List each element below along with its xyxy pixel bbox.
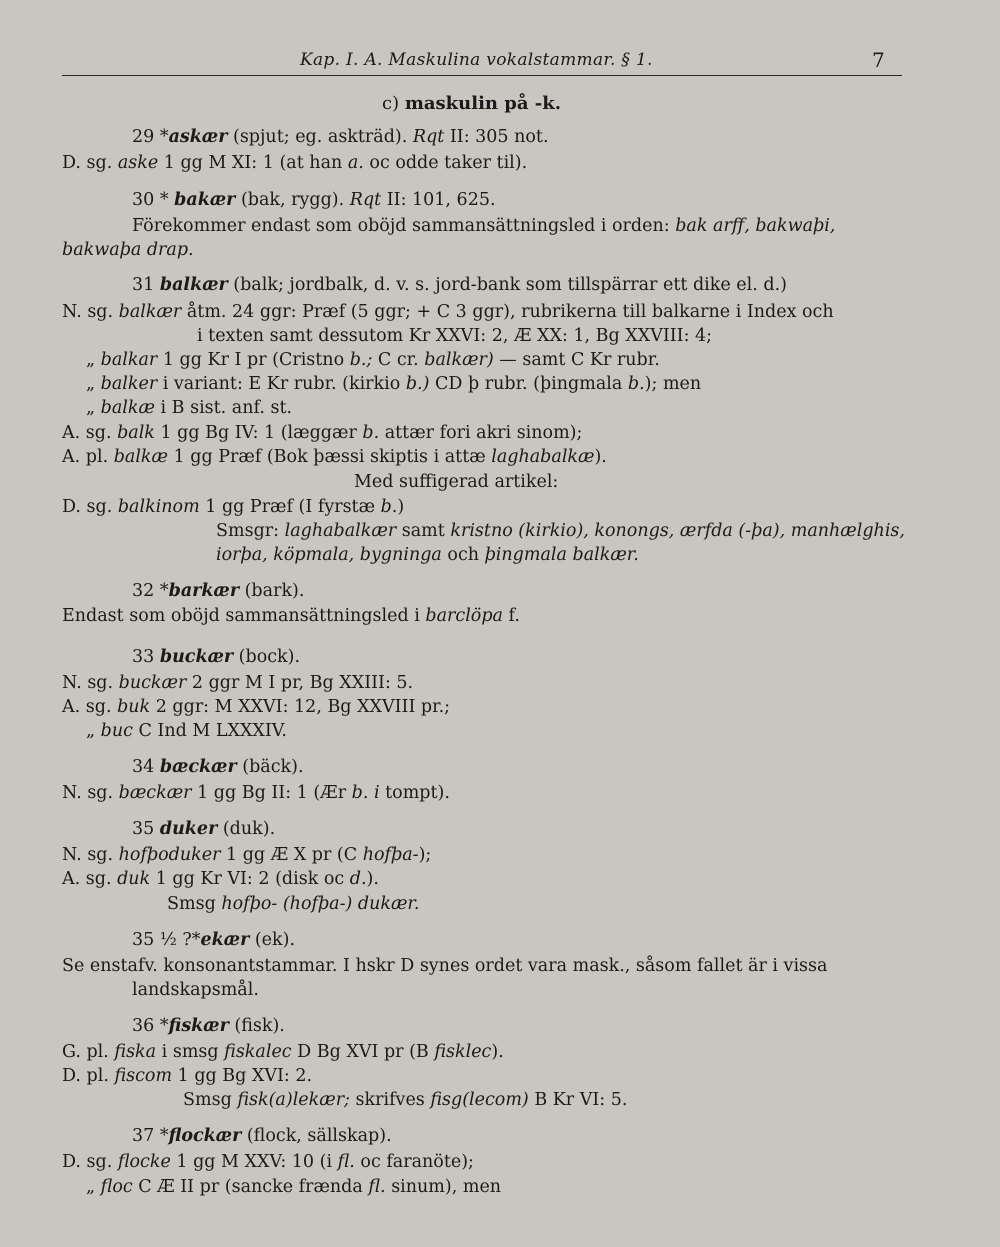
italic-form: b.; [349,350,373,370]
text-run: ). [594,447,607,467]
text-run: C Ind M LXXXIV. [132,721,287,741]
text-line [62,1065,312,1087]
text-run: C cr. [372,350,425,370]
text-line [132,818,275,840]
text-run: 1 gg Bg IV: 1 (læggær [154,423,363,443]
text-run: i smsg [156,1042,225,1062]
text-line [86,349,660,371]
text-run: (balk; jordbalk, d. v. s. jord-bank som tillspärrar ett dike el. d.) [227,275,787,295]
text-run: 2 ggr M I pr, Bg XXIII: 5. [186,673,414,693]
headword: balkær [159,275,228,295]
text-run: attær fori akri sinom); [379,423,583,443]
text-run: Se enstafv. konsonantstammar. I hskr D synes ordet vara mask., såsom fallet är i vissa [62,956,828,976]
text-line [62,605,520,627]
text-run: (fisk). [228,1016,285,1036]
text-run: (duk). [217,819,276,839]
headword: bæckær [159,757,237,777]
text-run: oc odde taker til). [363,153,528,173]
text-line [62,301,834,323]
text-line [216,520,905,542]
text-line [86,1176,501,1198]
text-run: II: 305 not. [444,127,549,147]
text-run: 1 gg Præf (Bok þæssi skiptis i attæ [168,447,492,467]
text-line [183,1089,627,1111]
text-run: D Bg XVI pr (B [291,1042,435,1062]
text-run: 35 ½ ?* [132,930,201,950]
italic-form: laghabalkæ [491,447,595,467]
text-run: „ [86,721,101,741]
text-line [62,446,607,468]
text-run: D. sg. [62,497,118,517]
text-line [62,782,450,804]
italic-form: hofþo- (hofþa-) dukær. [221,894,420,914]
text-run: och [441,545,485,565]
text-run: D. sg. [62,153,118,173]
text-run: tompt). [379,783,450,803]
italic-form: buk [117,697,151,717]
text-run: ). [491,1042,504,1062]
italic-form: bak arff, bakwaþi, [675,216,836,236]
text-run: (ek). [249,930,296,950]
italic-form: fl. [337,1152,355,1172]
italic-form: balkæ [100,398,155,418]
text-run: 32 * [132,581,169,601]
text-line [86,373,701,395]
text-line [62,955,827,977]
headword: buckær [159,647,234,667]
italic-form: þingmala balkær. [484,545,639,565]
text-run: Smsg [183,1090,238,1110]
text-line [62,844,431,866]
text-line [86,397,292,419]
text-line [86,720,287,742]
italic-form: b. i [351,783,380,803]
text-run: (bark). [239,581,305,601]
italic-form: bakwaþa drap. [62,240,194,260]
text-run: 30 * [132,190,175,210]
italic-form: a. [347,153,364,173]
italic-form: fl. [368,1177,386,1197]
text-line [62,868,379,890]
text-line [62,496,404,518]
text-run: ) [397,497,405,517]
text-run: „ [86,374,101,394]
text-run: 31 [132,275,160,295]
text-run: N. sg. [62,845,119,865]
italic-form: floc [100,1177,133,1197]
headword: askær [168,127,228,147]
italic-form: b. [380,497,398,517]
text-run: 1 gg Bg XVI: 2. [172,1066,313,1086]
text-run: — samt C Kr rubr. [493,350,660,370]
italic-form: hofþa- [362,845,419,865]
headword: ekær [200,930,250,950]
text-run: B Kr VI: 5. [528,1090,628,1110]
text-run: (bock). [233,647,301,667]
text-run: D. sg. [62,1152,118,1172]
headword: duker [159,819,218,839]
text-run: 1 gg Æ X pr (C [220,845,363,865]
italic-form: duk [117,869,151,889]
italic-form: flocke [117,1152,171,1172]
text-run: A. sg. [62,423,118,443]
text-run: A. pl. [62,447,114,467]
text-run: „ [86,350,101,370]
text-run: i B sist. anf. st. [154,398,293,418]
text-run: 36 * [132,1016,169,1036]
text-line [62,1041,504,1063]
text-run: A. sg. [62,697,118,717]
italic-form: bæckær [118,783,192,803]
text-line [62,672,413,694]
italic-form: b. [627,374,645,394]
italic-form: balkæ [113,447,168,467]
text-run: (flock, sällskap). [241,1126,392,1146]
text-run: N. sg. [62,673,119,693]
text-line [132,1125,392,1147]
italic-form: balker [100,374,158,394]
headword: flockær [168,1126,242,1146]
italic-form: fiscom [114,1066,173,1086]
italic-form: b. [362,423,380,443]
italic-form: barclöpa [425,606,503,626]
italic-form: fiskalec [224,1042,292,1062]
italic-form: buc [100,721,133,741]
text-run: Smsg [167,894,222,914]
text-run: c) [382,93,405,114]
text-run: 1 gg Præf (I fyrstæ [199,497,381,517]
text-run: ); men [644,374,702,394]
headword: bakær [174,190,236,210]
text-run: 1 gg M XI: 1 (at han [158,153,348,173]
text-line [132,1015,285,1037]
text-run: „ [86,1177,101,1197]
text-run: i texten samt dessutom Kr XXVI: 2, Æ XX: 1, Bg XXVIII: 4; [197,326,713,346]
text-run: N. sg. [62,783,119,803]
italic-form: balkinom [117,497,200,517]
text-line [197,325,712,347]
italic-form: balk [117,423,155,443]
text-run: 33 [132,647,160,667]
text-run: 2 ggr: M XXVI: 12, Bg XXVIII pr.; [150,697,451,717]
text-line [132,756,304,778]
italic-form: d. [349,869,367,889]
headword: maskulin på -k. [404,93,561,114]
text-line [216,544,639,566]
text-run: D. pl. [62,1066,115,1086]
text-run: skrifves [349,1090,431,1110]
text-run: samt [396,521,451,541]
italic-form: fisk(a)lekær; [237,1090,350,1110]
running-header: Kap. I. A. Maskulina vokalstammar. § 1. [300,50,653,70]
text-run: Endast som oböjd sammansättningsled i [62,606,426,626]
text-run: 1 gg Bg II: 1 (Ær [191,783,352,803]
text-line [132,215,835,237]
italic-form: Rqt [412,127,445,147]
text-line [132,189,496,211]
italic-form: balkær) [424,350,494,370]
text-run: Med suffigerad artikel: [354,472,559,492]
text-line [62,1151,474,1173]
text-run: åtm. 24 ggr: Præf (5 ggr; + C 3 ggr), rubrikerna till balkarne i Index och [181,302,834,322]
text-run: 35 [132,819,160,839]
text-run: N. sg. [62,302,119,322]
italic-form: b.) [405,374,430,394]
text-run: II: 101, 625. [381,190,496,210]
text-run: „ [86,398,101,418]
headword: barkær [168,581,240,601]
text-line [62,152,527,174]
text-line [62,696,450,718]
italic-form: hofþoduker [118,845,221,865]
text-run: 1 gg Kr I pr (Cristno [157,350,350,370]
text-run: 37 * [132,1126,169,1146]
text-run: 1 gg Kr VI: 2 (disk oc [150,869,350,889]
text-run: C Æ II pr (sancke frænda [132,1177,369,1197]
text-run: oc faranöte); [354,1152,474,1172]
text-line [382,93,561,115]
text-run: sinum), men [385,1177,502,1197]
text-run: 1 gg M XXV: 10 (i [170,1152,338,1172]
text-run: ); [418,845,432,865]
text-run: (bak, rygg). [235,190,350,210]
italic-form: iorþa, köpmala, bygninga [216,545,442,565]
text-run: 29 * [132,127,169,147]
text-line [62,239,194,261]
text-line [132,126,549,148]
italic-form: balkær [118,302,182,322]
text-run: G. pl. [62,1042,115,1062]
text-line [132,580,304,602]
italic-form: aske [117,153,159,173]
italic-form: fiska [114,1042,157,1062]
text-line [132,274,787,296]
italic-form: laghabalkær [284,521,397,541]
text-line [62,422,582,444]
text-run: (spjut; eg. askträd). [227,127,413,147]
text-run: f. [502,606,520,626]
italic-form: buckær [118,673,187,693]
text-run: (bäck). [236,757,304,777]
text-run: CD þ rubr. (þingmala [429,374,628,394]
text-run: i variant: E Kr rubr. (kirkio [157,374,406,394]
text-line [354,471,558,493]
text-line [132,929,295,951]
text-run: Förekommer endast som oböjd sammansättningsled i orden: [132,216,676,236]
text-run: Smsgr: [216,521,285,541]
headword: fiskær [168,1016,229,1036]
italic-form: kristno (kirkio), konongs, ærfda (-þa), manhælghis, [450,521,905,541]
text-line [167,893,419,915]
text-run: landskapsmål. [132,980,259,1000]
page-number: 7 [872,48,885,72]
text-line [132,646,300,668]
header-rule [62,75,902,76]
text-run: ). [366,869,379,889]
text-run: A. sg. [62,869,118,889]
italic-form: fisklec [434,1042,492,1062]
text-line [132,979,259,1001]
italic-form: Rqt [349,190,382,210]
text-run: 34 [132,757,160,777]
italic-form: fisg(lecom) [430,1090,529,1110]
italic-form: balkar [100,350,158,370]
